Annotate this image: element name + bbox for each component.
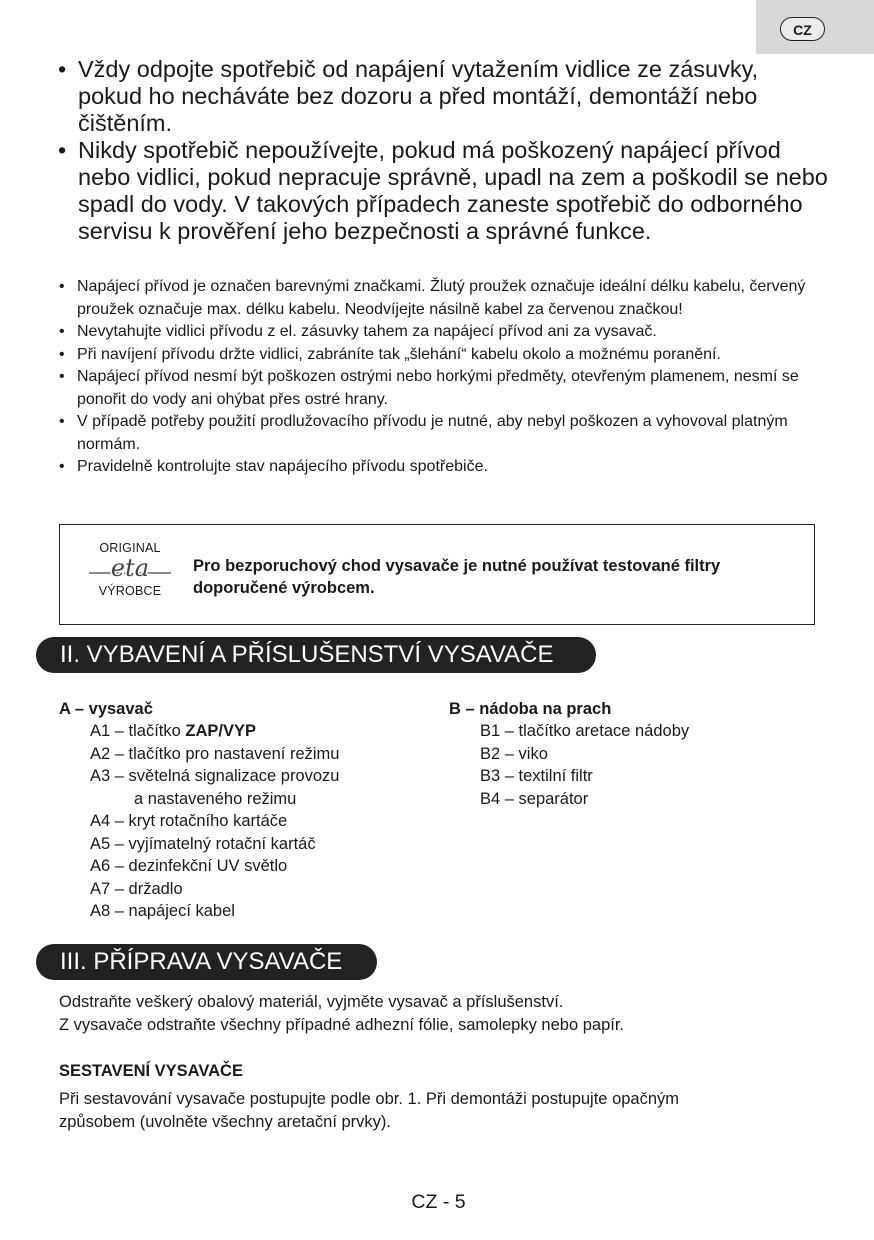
parts-list-a xyxy=(90,720,430,923)
logo-bottom-text: VÝROBCE xyxy=(98,584,162,598)
part-item: B1 – tlačítko aretace nádoby xyxy=(480,722,690,740)
part-item: A8 – napájecí kabel xyxy=(90,902,235,920)
paragraph-line: způsobem (uvolněte všechny aretační prvky). xyxy=(59,1112,391,1131)
original-filters-notice xyxy=(59,524,815,625)
safety-warning-item: • Pravidelně kontrolujte stav napájecího přívodu spotřebiče. xyxy=(58,456,838,479)
part-item xyxy=(90,720,430,743)
part-item: A2 – tlačítko pro nastavení režimu xyxy=(90,744,340,763)
eta-original-logo xyxy=(82,541,178,598)
safety-warning-item: • Napájecí přívod nesmí být poškozen ostrými nebo horkými předměty, otevřeným plamenem, nesmí se ponořit do vody ani ohýbat přes ostré hrany. xyxy=(58,366,838,411)
paragraph-line: Při sestavování vysavače postupujte podle obr. 1. Při demontáži postupujte opačným xyxy=(59,1090,680,1108)
section-heading-equipment: II. VYBAVENÍ A PŘÍSLUŠENSTVÍ VYSAVAČE xyxy=(36,637,596,673)
safety-warning-item: • Napájecí přívod je označen barevnými značkami. Žlutý proužek označuje ideální délku kabelu, červený proužek označuje max. délku kabelu. Neodvíjejte násilně kabel za červenou značkou! xyxy=(58,276,838,321)
part-item: A4 – kryt rotačního kartáče xyxy=(90,812,288,830)
part-item: B4 – separátor xyxy=(480,789,589,808)
paragraph-line: Z vysavače odstraňte všechny případné adhezní fólie, samolepky nebo papír. xyxy=(59,1015,625,1034)
assembly-subheading: SESTAVENÍ VYSAVAČE xyxy=(59,1062,243,1080)
safety-warning-item: • Nevytahujte vidlici přívodu z el. zásuvky tahem za napájecí přívod ani za vysavač. xyxy=(58,321,838,344)
page-number: CZ - 5 xyxy=(411,1191,466,1213)
column-b-title: B – nádoba na prach xyxy=(449,700,612,718)
language-tab xyxy=(756,0,874,54)
part-item: B3 – textilní filtr xyxy=(480,767,593,785)
part-item xyxy=(90,765,430,810)
preparation-paragraph xyxy=(59,991,839,1036)
part-label: A1 – tlačítko xyxy=(90,722,186,740)
part-item: B2 – viko xyxy=(480,744,548,763)
parts-list-b xyxy=(480,720,820,810)
safety-warning-item: • V případě potřeby použití prodlužovacího přívodu je nutné, aby nebyl poškozen a vyhovoval platným normám. xyxy=(58,411,838,456)
paragraph-line: Odstraňte veškerý obalový materiál, vyjměte vysavač a příslušenství. xyxy=(59,993,564,1011)
notice-text: Pro bezporuchový chod vysavače je nutné používat testované filtry doporučené výrobcem. xyxy=(193,557,721,597)
part-label-continued: a nastaveného režimu xyxy=(134,789,297,808)
safety-warnings-small xyxy=(58,276,838,479)
language-badge: CZ xyxy=(780,17,825,41)
part-label-bold: ZAP/VYP xyxy=(185,722,256,740)
column-a-title: A – vysavač xyxy=(59,700,153,718)
logo-top-text: ORIGINAL xyxy=(99,541,161,555)
safety-warning-item: • Při navíjení přívodu držte vidlici, zabráníte tak „šlehání“ kabelu okolo a možnému poranění. xyxy=(58,344,838,367)
safety-warning-item: • Vždy odpojte spotřebič od napájení vytažením vidlice ze zásuvky, pokud ho necháváte bez dozoru a před montáží, demontáží nebo čištěním. xyxy=(58,56,828,137)
part-label: A3 – světelná signalizace provozu xyxy=(90,767,340,785)
part-item: A7 – držadlo xyxy=(90,879,183,898)
safety-warning-item: • Nikdy spotřebič nepoužívejte, pokud má poškozený napájecí přívod nebo vidlici, pokud nepracuje správně, upadl na zem a poškodil se nebo spadl do vody. V takových případech zaneste spotřebič do odborného servisu k prověření jeho bezpečnosti a správné funkce. xyxy=(58,137,828,245)
logo-brand-text: eta xyxy=(110,557,150,582)
section-heading-preparation: III. PŘÍPRAVA VYSAVAČE xyxy=(36,944,377,980)
part-item: A5 – vyjímatelný rotační kartáč xyxy=(90,834,316,853)
safety-warnings-large xyxy=(58,56,828,245)
assembly-paragraph xyxy=(59,1088,839,1133)
part-item: A6 – dezinfekční UV světlo xyxy=(90,857,288,875)
eta-script-logo-icon xyxy=(87,557,173,583)
